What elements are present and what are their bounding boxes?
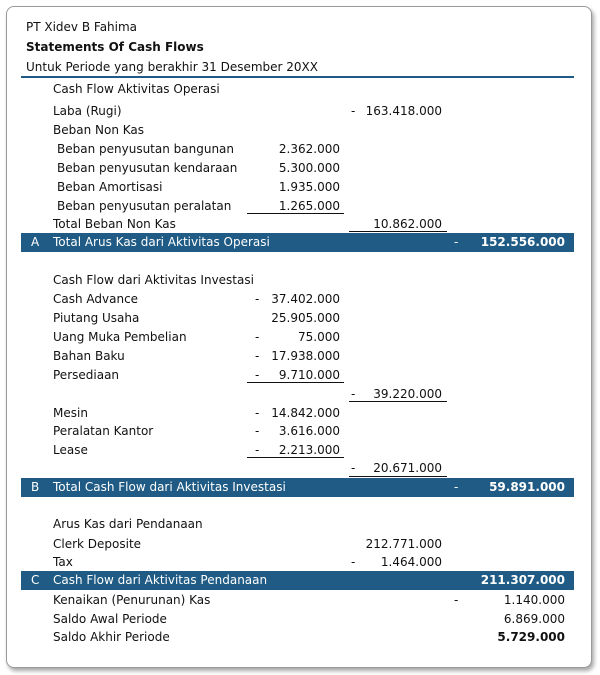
underline [247, 382, 344, 383]
band-label: Cash Flow dari Aktivitas Pendanaan [53, 573, 268, 587]
row-label: Saldo Akhir Periode [53, 630, 170, 644]
row-value: 17.938.000 [271, 349, 340, 363]
row-value: 2.213.000 [278, 443, 340, 457]
negative-sign: - [454, 593, 459, 607]
row-label: Total Beban Non Kas [53, 217, 176, 231]
row-value: 163.418.000 [365, 104, 442, 118]
band-label: Total Cash Flow dari Aktivitas Investasi [53, 480, 286, 494]
row-label: Saldo Awal Periode [53, 612, 167, 626]
row-cash-advance [21, 290, 574, 308]
negative-sign: - [351, 555, 356, 569]
row-value: 75.000 [298, 330, 340, 344]
underline [349, 401, 447, 402]
row-label: Uang Muka Pembelian [53, 330, 187, 344]
row-peralatan-kantor [21, 422, 574, 440]
header-rule [21, 76, 574, 78]
row-value: 6.869.000 [503, 612, 565, 626]
row-label: Tax [53, 555, 73, 569]
section-label: Arus Kas dari Pendanaan [53, 517, 203, 531]
row-beban-bangunan [21, 140, 574, 158]
row-label: Bahan Baku [53, 349, 125, 363]
band-value: 152.556.000 [480, 235, 565, 249]
band-value: 211.307.000 [480, 573, 565, 587]
negative-sign: - [255, 349, 260, 363]
underline [349, 231, 447, 232]
row-value: 1.140.000 [503, 593, 565, 607]
row-value: 1.265.000 [278, 199, 340, 213]
row-total-beban [21, 215, 574, 233]
row-label: Clerk Deposite [53, 537, 142, 551]
company-name: PT Xidev B Fahima [26, 20, 138, 34]
section-letter: B [31, 480, 40, 494]
total-band-c [21, 571, 574, 590]
row-value: 5.729.000 [497, 630, 565, 644]
underline [247, 457, 344, 458]
negative-sign: - [454, 235, 459, 249]
underline [349, 476, 447, 477]
negative-sign: - [454, 480, 459, 494]
row-tax [21, 553, 574, 571]
band-value: 59.891.000 [489, 480, 565, 494]
section-label: Cash Flow dari Aktivitas Investasi [53, 273, 254, 287]
row-value: 212.771.000 [365, 537, 442, 551]
negative-sign: - [351, 104, 356, 118]
row-piutang-usaha [21, 309, 574, 327]
row-saldo-awal [21, 610, 574, 628]
row-label: Laba (Rugi) [53, 104, 122, 118]
row-saldo-akhir [21, 628, 574, 646]
section-letter: C [31, 573, 40, 587]
row-label: Mesin [53, 406, 88, 420]
negative-sign: - [351, 461, 356, 475]
section-letter: A [31, 235, 40, 249]
row-value: 10.862.000 [373, 217, 442, 231]
row-subtotal-1 [21, 385, 574, 403]
row-subtotal-2 [21, 459, 574, 477]
row-value: 14.842.000 [271, 406, 340, 420]
statement-title: Statements Of Cash Flows [26, 40, 204, 54]
row-uang-muka [21, 328, 574, 346]
row-label: Cash Advance [53, 292, 139, 306]
negative-sign: - [255, 406, 260, 420]
row-value: 3.616.000 [278, 424, 340, 438]
section-label: Cash Flow Aktivitas Operasi [53, 82, 220, 96]
row-label: Lease [53, 443, 88, 457]
negative-sign: - [255, 368, 260, 382]
band-label: Total Arus Kas dari Aktivitas Operasi [53, 235, 270, 249]
row-kenaikan [21, 591, 574, 609]
row-value: 2.362.000 [278, 142, 340, 156]
row-label: Piutang Usaha [53, 311, 140, 325]
row-beban-header [21, 121, 574, 139]
row-label: Beban penyusutan peralatan [57, 199, 232, 213]
section-operasi [21, 80, 574, 98]
negative-sign: - [351, 387, 356, 401]
row-label: Beban Amortisasi [57, 180, 163, 194]
row-value: 37.402.000 [271, 292, 340, 306]
negative-sign: - [255, 330, 260, 344]
row-mesin [21, 404, 574, 422]
row-value: 1.464.000 [380, 555, 442, 569]
row-value: 25.905.000 [271, 311, 340, 325]
total-band-b [21, 478, 574, 497]
row-clerk-deposite [21, 535, 574, 553]
underline [247, 213, 344, 214]
row-label: Kenaikan (Penurunan) Kas [53, 593, 211, 607]
row-label: Peralatan Kantor [53, 424, 154, 438]
section-investasi [21, 271, 574, 289]
row-label: Beban Non Kas [53, 123, 145, 137]
row-laba [21, 102, 574, 120]
row-value: 39.220.000 [373, 387, 442, 401]
row-label: Beban penyusutan bangunan [57, 142, 235, 156]
row-value: 20.671.000 [373, 461, 442, 475]
row-value: 9.710.000 [278, 368, 340, 382]
period-line: Untuk Periode yang berakhir 31 Desember 20XX [26, 60, 318, 74]
section-pendanaan [21, 515, 574, 533]
row-label: Beban penyusutan kendaraan [57, 161, 238, 175]
total-band-a [21, 233, 574, 252]
row-beban-kendaraan [21, 159, 574, 177]
negative-sign: - [255, 292, 260, 306]
row-beban-amortisasi [21, 178, 574, 196]
row-bahan-baku [21, 347, 574, 365]
row-value: 1.935.000 [278, 180, 340, 194]
row-value: 5.300.000 [278, 161, 340, 175]
negative-sign: - [255, 424, 260, 438]
row-label: Persediaan [53, 368, 120, 382]
negative-sign: - [255, 443, 260, 457]
